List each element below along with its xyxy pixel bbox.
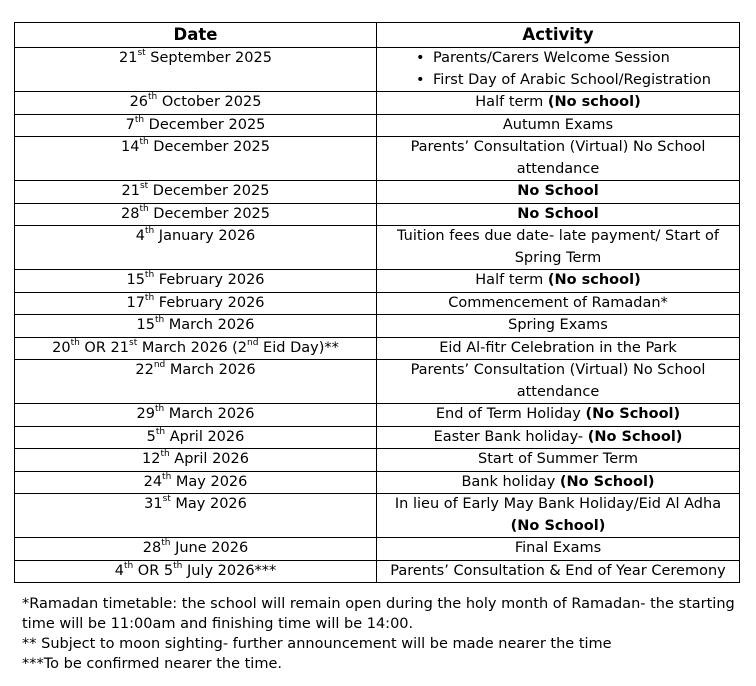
- activity-cell: [377, 560, 740, 583]
- text-segment: 21: [121, 183, 140, 199]
- table-row: [15, 114, 740, 137]
- emphasis-text: (No School): [585, 406, 681, 422]
- date-cell: [15, 203, 377, 226]
- text-segment: Autumn Exams: [502, 116, 614, 133]
- emphasis-text: No School: [517, 183, 599, 199]
- text-segment: Commencement of Ramadan*: [448, 294, 668, 311]
- calendar-table-body: [15, 48, 740, 583]
- text-segment: Half term: [475, 272, 548, 288]
- date-cell: [15, 471, 377, 494]
- text-segment: 4: [114, 562, 124, 579]
- table-row: [15, 48, 740, 92]
- text-segment: Half term: [475, 94, 548, 110]
- table-row: [15, 360, 740, 404]
- text-segment: March 2026: [164, 317, 255, 333]
- text-segment: OR 21: [79, 339, 129, 356]
- text-segment: Tuition fees due date- late payment/ Start of Spring Term: [396, 228, 720, 266]
- activity-cell: [377, 494, 740, 538]
- ordinal-suffix: th: [144, 270, 155, 281]
- calendar-table: [14, 22, 740, 583]
- text-segment: June 2026: [170, 540, 249, 556]
- date-cell: [15, 48, 377, 92]
- table-row: [15, 137, 740, 181]
- table-row: [15, 292, 740, 315]
- activity-column-header: Activity: [377, 23, 740, 48]
- text-segment: 15: [136, 317, 155, 333]
- activity-cell: [377, 449, 740, 472]
- activity-cell: [377, 114, 740, 137]
- activity-cell: [377, 426, 740, 449]
- ordinal-suffix: th: [173, 560, 183, 571]
- text-segment: February 2026: [154, 272, 265, 288]
- ordinal-suffix: nd: [153, 360, 166, 371]
- text-segment: Parents’ Consultation & End of Year Ceremony: [390, 562, 726, 579]
- ordinal-suffix: st: [137, 48, 146, 59]
- text-segment: December 2025: [148, 183, 270, 199]
- ordinal-suffix: th: [144, 226, 155, 237]
- text-segment: October 2025: [157, 94, 262, 110]
- text-segment: 26: [129, 94, 149, 110]
- text-segment: July 2026***: [182, 562, 277, 579]
- text-segment: December 2025: [148, 205, 270, 222]
- date-cell: [15, 292, 377, 315]
- text-segment: December 2025: [144, 116, 266, 133]
- ordinal-suffix: th: [162, 471, 172, 482]
- footnote-ramadan: *Ramadan timetable: the school will remain open during the holy month of Ramadan- the starting time will be 11:00am and finishing time will be 14:00.: [22, 596, 735, 632]
- text-segment: Easter Bank holiday-: [433, 428, 588, 445]
- text-segment: 17: [126, 294, 145, 311]
- activity-cell: [377, 538, 740, 561]
- text-segment: March 2026 (2: [137, 339, 248, 356]
- text-segment: April 2026: [165, 428, 245, 445]
- ordinal-suffix: nd: [247, 337, 259, 348]
- text-segment: 15: [126, 272, 145, 288]
- ordinal-suffix: th: [139, 203, 149, 214]
- activity-cell: [377, 404, 740, 427]
- text-segment: 29: [136, 406, 155, 422]
- table-header-row: [15, 23, 740, 48]
- ordinal-suffix: th: [155, 426, 166, 437]
- table-row: [15, 92, 740, 115]
- text-segment: 7: [125, 116, 135, 133]
- text-segment: 14: [121, 139, 140, 155]
- date-cell: [15, 315, 377, 338]
- text-segment: 5: [146, 428, 156, 445]
- date-cell: [15, 494, 377, 538]
- text-segment: March 2026: [165, 362, 256, 378]
- table-row: [15, 538, 740, 561]
- activity-cell: [377, 360, 740, 404]
- emphasis-text: (No school): [547, 272, 641, 288]
- text-segment: Parents’ Consultation (Virtual) No School attendance: [410, 362, 706, 400]
- text-segment: May 2026: [170, 496, 247, 512]
- date-cell: [15, 181, 377, 204]
- activity-cell: [377, 270, 740, 293]
- activity-cell: [377, 92, 740, 115]
- ordinal-suffix: th: [161, 538, 171, 549]
- date-cell: [15, 270, 377, 293]
- text-segment: Eid Day)**: [258, 339, 339, 356]
- emphasis-text: (No School): [559, 473, 655, 490]
- text-segment: Eid Al-fitr Celebration in the Park: [439, 339, 677, 356]
- activity-cell: [377, 226, 740, 270]
- activity-cell: [377, 48, 740, 92]
- text-segment: December 2025: [148, 139, 270, 155]
- table-row: [15, 404, 740, 427]
- text-segment: 31: [144, 496, 163, 512]
- date-cell: [15, 560, 377, 583]
- text-segment: End of Term Holiday: [435, 406, 586, 422]
- text-segment: 4: [135, 228, 145, 244]
- text-segment: May 2026: [171, 473, 248, 490]
- table-row: [15, 426, 740, 449]
- activity-cell: [377, 315, 740, 338]
- activity-bullet-list: [381, 48, 735, 91]
- date-cell: [15, 337, 377, 360]
- emphasis-text: No School: [517, 205, 599, 222]
- ordinal-suffix: th: [134, 114, 145, 125]
- table-row: [15, 270, 740, 293]
- table-row: [15, 315, 740, 338]
- date-cell: [15, 538, 377, 561]
- text-segment: In lieu of Early May Bank Holiday/Eid Al Adha: [394, 496, 722, 512]
- table-row: [15, 494, 740, 538]
- activity-cell: [377, 292, 740, 315]
- activity-cell: [377, 471, 740, 494]
- text-segment: Bank holiday: [461, 473, 560, 490]
- date-cell: [15, 404, 377, 427]
- text-segment: April 2026: [169, 451, 249, 467]
- date-column-header: Date: [15, 23, 377, 48]
- activity-cell: [377, 203, 740, 226]
- activity-bullet-item: • First Day of Arabic School/Registration: [381, 70, 735, 92]
- table-row: [15, 449, 740, 472]
- ordinal-suffix: st: [139, 181, 149, 192]
- table-row: [15, 181, 740, 204]
- ordinal-suffix: th: [144, 292, 155, 303]
- text-segment: 24: [143, 473, 163, 490]
- table-row: [15, 226, 740, 270]
- text-segment: February 2026: [154, 294, 265, 311]
- text-segment: Start of Summer Term: [478, 451, 638, 467]
- table-row: [15, 471, 740, 494]
- activity-cell: [377, 137, 740, 181]
- text-segment: September 2025: [145, 50, 272, 66]
- emphasis-text: (No school): [547, 94, 641, 110]
- text-segment: 22: [135, 362, 154, 378]
- text-segment: Spring Exams: [508, 317, 608, 333]
- text-segment: 21: [119, 50, 138, 66]
- date-cell: [15, 226, 377, 270]
- ordinal-suffix: th: [154, 315, 165, 326]
- text-segment: OR 5: [133, 562, 174, 579]
- table-row: [15, 560, 740, 583]
- table-row: [15, 337, 740, 360]
- ordinal-suffix: th: [139, 137, 149, 148]
- date-cell: [15, 114, 377, 137]
- text-segment: 20: [52, 339, 71, 356]
- text-segment: 12: [142, 451, 161, 467]
- activity-bullet-item: • Parents/Carers Welcome Session: [381, 48, 735, 70]
- date-cell: [15, 449, 377, 472]
- emphasis-text: (No School): [587, 428, 683, 445]
- ordinal-suffix: st: [129, 337, 138, 348]
- footnote-to-be-confirmed: ***To be confirmed nearer the time.: [22, 656, 282, 672]
- date-cell: [15, 137, 377, 181]
- text-segment: Parents’ Consultation (Virtual) No School attendance: [410, 139, 706, 177]
- activity-cell: [377, 181, 740, 204]
- footnotes: [22, 594, 742, 674]
- text-segment: 28: [142, 540, 162, 556]
- date-cell: [15, 360, 377, 404]
- ordinal-suffix: th: [154, 404, 165, 415]
- footnote-moon-sighting: ** Subject to moon sighting- further announcement will be made nearer the time: [22, 636, 612, 652]
- text-segment: Final Exams: [514, 540, 602, 556]
- ordinal-suffix: th: [123, 560, 134, 571]
- table-row: [15, 203, 740, 226]
- text-segment: March 2026: [164, 406, 255, 422]
- ordinal-suffix: th: [70, 337, 80, 348]
- ordinal-suffix: st: [162, 494, 171, 505]
- activity-cell: [377, 337, 740, 360]
- emphasis-text: (No School): [510, 517, 606, 534]
- ordinal-suffix: th: [160, 449, 170, 460]
- ordinal-suffix: th: [148, 92, 158, 103]
- date-cell: [15, 92, 377, 115]
- text-segment: 28: [121, 205, 140, 222]
- date-cell: [15, 426, 377, 449]
- text-segment: January 2026: [154, 228, 256, 244]
